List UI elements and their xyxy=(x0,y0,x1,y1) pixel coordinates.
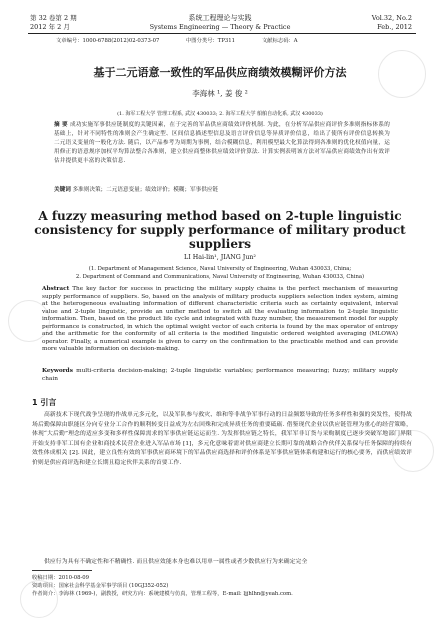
chinese-abstract-label: 摘 要 xyxy=(54,122,68,128)
english-keywords-label: Keywords xyxy=(42,368,73,374)
english-affiliation-line-2: 2. Department of Command and Communications, Naval University of Engineering, Wuhan 430033, China) xyxy=(75,273,365,280)
footnote-rule xyxy=(32,570,92,571)
chinese-authors: 李海林 ¹, 姜 俊 ² xyxy=(192,89,248,98)
section-heading-introduction: 1 引言 xyxy=(32,398,57,407)
header-rule xyxy=(28,33,416,34)
chinese-abstract-text: 成功实施军事供应链制度的关键因素，在于完善的军品供应商绩效评价机制. 为此，在分析军品供应商评价多准则指标体系的基础上，针对不同特性的准则会产生确定型、区间信息描述型信息及语言评价信息等异质评价信息，给出了使所有评价信息转换为二元语义变量的一般化方法. 随后，以产品参考为周期为事例，结合模糊信息，利用模型最大化算法得到各准则的优化权值向量，运用修正的语意规序加权平均算法整合各准则，建立供应商整体供应绩效评价算法. 计算实例表明该方法对军品供应商绩效作出有效评估并提供更丰富的决策信息. xyxy=(54,122,390,164)
footnote-received: 收稿日期：2010-08-09 xyxy=(32,575,90,581)
chinese-keywords xyxy=(54,186,390,194)
clc-number: 中图分类号：TP311 xyxy=(186,38,235,44)
english-abstract-text: The key factor for success in practicing the military supply chains is the perfect mechanism of measuring supply performance of suppliers. So, based on the analysis of military products suppliers selection index system, aiming at the heterogeneous evaluating information of different characteristic criteria such as certainty equivalent, interval value and 2-tuple linguistic, provide an unifier method to switch all the evaluating information to 2-tuple linguistic information. Then, based on the product life cycle and integrated with fuzzy number, the measurement model for supply performance is constructed, in which the optimal weight vector of each criteria is found by the max operator of entropy and the arithmetic for the conformity of all criteria is the modified linguistic ordered weighted averaging (MLOWA) operator. Finally, a numerical example is given to carry on the confirmation to the practicable method and can provide more valuable information on decision-making. xyxy=(42,286,398,353)
chinese-keywords-label: 关键词 xyxy=(54,187,71,193)
header-volume-en: Vol.32, No.2 xyxy=(371,14,412,22)
watermark-seal-top-right xyxy=(378,50,426,98)
english-affiliation-line-1: (1. Department of Management Science, Naval University of Engineering, Wuhan 430033, China; xyxy=(88,266,352,272)
footnote-fund: 资助项目：国家社会科学基金军事学项目 (10GJ352-052) xyxy=(32,583,169,589)
intro-paragraph-2: 供应行为具有不确定性和不精确性. 而且供应效能本身也难以用单一属性或者少数供应行为来确定完全 xyxy=(44,559,308,565)
footnote-author: 作者简介：李海林 (1969-)，副教授，研究方向：系统建模与仿真，管理工程等，E-mail: ljjhlhn@yeah.com. xyxy=(32,591,293,597)
english-keywords-text: multi-criteria decision-making; 2-tuple linguistic variables; performance measuring; fuzzy; military supply chain xyxy=(42,368,399,382)
header-journal-en: Systems Engineering — Theory & Practice xyxy=(149,23,291,31)
header-date-en: Feb., 2012 xyxy=(377,23,412,31)
header-volume-cn: 第 32 卷第 2 期 xyxy=(30,14,77,22)
watermark-seal-right xyxy=(392,430,434,472)
watermark-seal-left xyxy=(8,300,50,342)
chinese-affiliation: (1. 海军工程大学 管理工程系, 武汉 430033; 2. 海军工程大学 船舶自动化系, 武汉 430033) xyxy=(117,111,323,117)
intro-paragraph-1: 高新技术下现代战争呈现的作战单元多元化，以及军队参与救灾、维和等非战争军事行动的日益频繁导致的任务多样性和强的突发性，使得战场后勤保障由职能区分向专业分工合作的顺利转变日益成为左右回殊和完成异质任务的重要砥砺. 借鉴现代企业以供应链管理为重心的经营策略，体现“大后勤”理念的适应多变和多样性保障需求的军事供应链运运而生. 为发挥供应链之特长，我军军非订货与采购制度已逐步突破军地部门界限开始支持非军工国有企业和商技术民营企业进入军品市场 [1]，多元化意味着需对供应商建立长期可靠的战略合作伙伴关系保与任务保障的持续有效性体成相关 [2]. 因此，建立良性有效的军事供应商环境下的军品供应商选择和评价体系是军事供应链体系构建和运行的核心要务，而供应绩效评价则是供应商评选和建立长期且稳定伙伴关系的首要工作. xyxy=(32,412,412,466)
english-title: A fuzzy measuring method based on 2-tuple linguistic consistency for supply performance of military product suppliers xyxy=(34,209,406,251)
chinese-title: 基于二元语意一致性的军品供应商绩效模糊评价方法 xyxy=(93,66,347,79)
english-affiliation xyxy=(0,266,440,281)
english-abstract-label: Abstract xyxy=(42,286,70,292)
header-journal-cn: 系统工程理论与实践 xyxy=(188,14,252,22)
watermark-seal-bottom-left xyxy=(20,580,58,618)
chinese-keywords-text: 多准则决策；二元语意变量；绩效评价；模糊；军事供应链 xyxy=(72,187,219,193)
chinese-abstract xyxy=(54,121,390,166)
english-authors: LI Hai-lin¹, JIANG Jun² xyxy=(184,254,256,261)
article-id: 文章编号：1000-6788(2012)02-0373-07 xyxy=(56,38,160,44)
header-date-cn: 2012 年 2 月 xyxy=(30,23,70,31)
document-code: 文献标志码：A xyxy=(262,38,298,44)
english-abstract xyxy=(42,286,398,354)
english-keywords xyxy=(42,368,398,383)
